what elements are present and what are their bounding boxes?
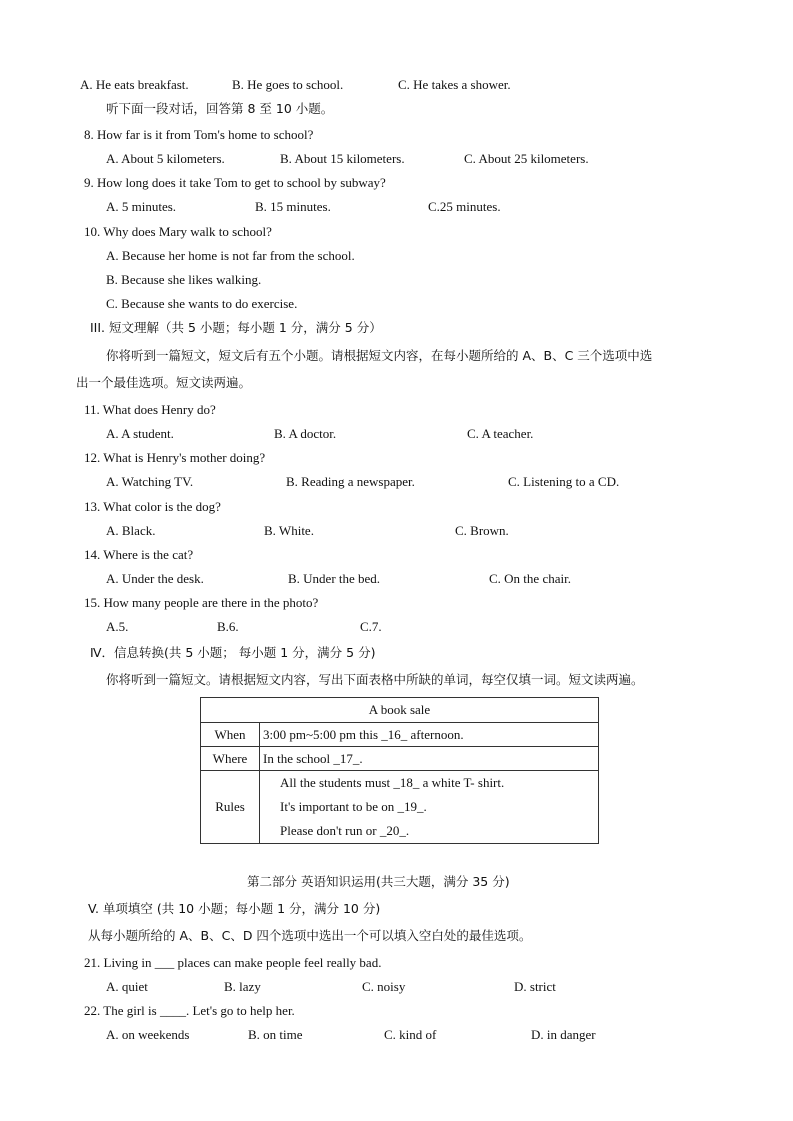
question-11: 11. What does Henry do? [84, 402, 216, 417]
question-22: 22. The girl is ____. Let's go to help her. [84, 1003, 295, 1018]
question-13: 13. What color is the dog? [84, 499, 221, 514]
section-3-instruction-line2: 出一个最佳选项。短文读两遍。 [76, 375, 252, 390]
option-c: C. About 25 kilometers. [464, 151, 589, 166]
instruction-8-10: 听下面一段对话，回答第 8 至 10 小题。 [106, 101, 334, 116]
option-b: B. Reading a newspaper. [286, 474, 415, 489]
option-a: A. About 5 kilometers. [106, 151, 225, 166]
option-b: B. A doctor. [274, 426, 337, 441]
where-value: In the school _17_. [260, 747, 599, 771]
option-a: A. Under the desk. [106, 571, 204, 586]
section-4-instruction: 你将听到一篇短文。请根据短文内容，写出下面表格中所缺的单词，每空仅填一词。短文读两遍。 [106, 672, 644, 687]
option-c: C. On the chair. [489, 571, 571, 586]
question-8: 8. How far is it from Tom's home to school? [84, 127, 314, 142]
option-a: A. Because her home is not far from the school. [106, 248, 355, 263]
option-b: B. 15 minutes. [255, 199, 331, 214]
option-a: A. He eats breakfast. [80, 77, 189, 92]
option-b: B. Because she likes walking. [106, 272, 262, 287]
option-c: C.7. [360, 619, 382, 634]
option-b: B. About 15 kilometers. [280, 151, 405, 166]
question-15: 15. How many people are there in the photo? [84, 595, 319, 610]
section-5-instruction: 从每小题所给的 A、B、C、D 四个选项中选出一个可以填入空白处的最佳选项。 [88, 928, 532, 943]
where-label: Where [201, 747, 260, 771]
option-b: B.6. [217, 619, 239, 634]
option-a: A. Black. [106, 523, 156, 538]
option-c: C. He takes a shower. [398, 77, 511, 92]
part-2-title: 第二部分 英语知识运用(共三大题，满分 35 分) [247, 874, 510, 889]
when-label: When [201, 723, 260, 747]
question-9: 9. How long does it take Tom to get to school by subway? [84, 175, 386, 190]
option-a: A. Watching TV. [106, 474, 194, 489]
option-a: A. A student. [106, 426, 174, 441]
option-c: C. Brown. [455, 523, 509, 538]
section-3-instruction-line1: 你将听到一篇短文，短文后有五个小题。请根据短文内容，在每小题所给的 A、B、C 三个选项中选 [106, 348, 653, 363]
book-sale-table [200, 697, 599, 844]
rule-item: All the students must _18_ a white T- shirt. [280, 775, 505, 790]
rule-item: It's important to be on _19_. [280, 799, 427, 814]
option-c: C.25 minutes. [428, 199, 501, 214]
option-b: B. Under the bed. [288, 571, 381, 586]
option-b: B. on time [248, 1027, 303, 1042]
section-5-title: V. 单项填空 (共 10 小题；每小题 1 分，满分 10 分) [88, 901, 381, 916]
table-title: A book sale [201, 698, 599, 723]
rule-item: Please don't run or _20_. [280, 823, 410, 838]
option-a: A.5. [106, 619, 129, 634]
option-a: A. 5 minutes. [106, 199, 177, 214]
option-d: D. strict [514, 979, 556, 994]
option-b: B. White. [264, 523, 314, 538]
option-c: C. Listening to a CD. [508, 474, 620, 489]
section-4-title: Ⅳ．信息转换(共 5 小题； 每小题 1 分，满分 5 分) [90, 645, 376, 660]
question-14: 14. Where is the cat? [84, 547, 194, 562]
question-10: 10. Why does Mary walk to school? [84, 224, 272, 239]
option-b: B. He goes to school. [232, 77, 344, 92]
option-c: C. Because she wants to do exercise. [106, 296, 298, 311]
rules-cell [260, 771, 599, 844]
section-3-title: III. 短文理解（共 5 小题；每小题 1 分，满分 5 分） [90, 320, 382, 335]
question-21: 21. Living in ___ places can make people feel really bad. [84, 955, 382, 970]
option-a: A. quiet [106, 979, 148, 994]
option-a: A. on weekends [106, 1027, 190, 1042]
option-b: B. lazy [224, 979, 261, 994]
option-d: D. in danger [531, 1027, 596, 1042]
question-12: 12. What is Henry's mother doing? [84, 450, 266, 465]
option-c: C. kind of [384, 1027, 437, 1042]
option-c: C. noisy [362, 979, 406, 994]
when-value: 3:00 pm~5:00 pm this _16_ afternoon. [260, 723, 599, 747]
rules-label: Rules [201, 771, 260, 844]
option-c: C. A teacher. [467, 426, 534, 441]
